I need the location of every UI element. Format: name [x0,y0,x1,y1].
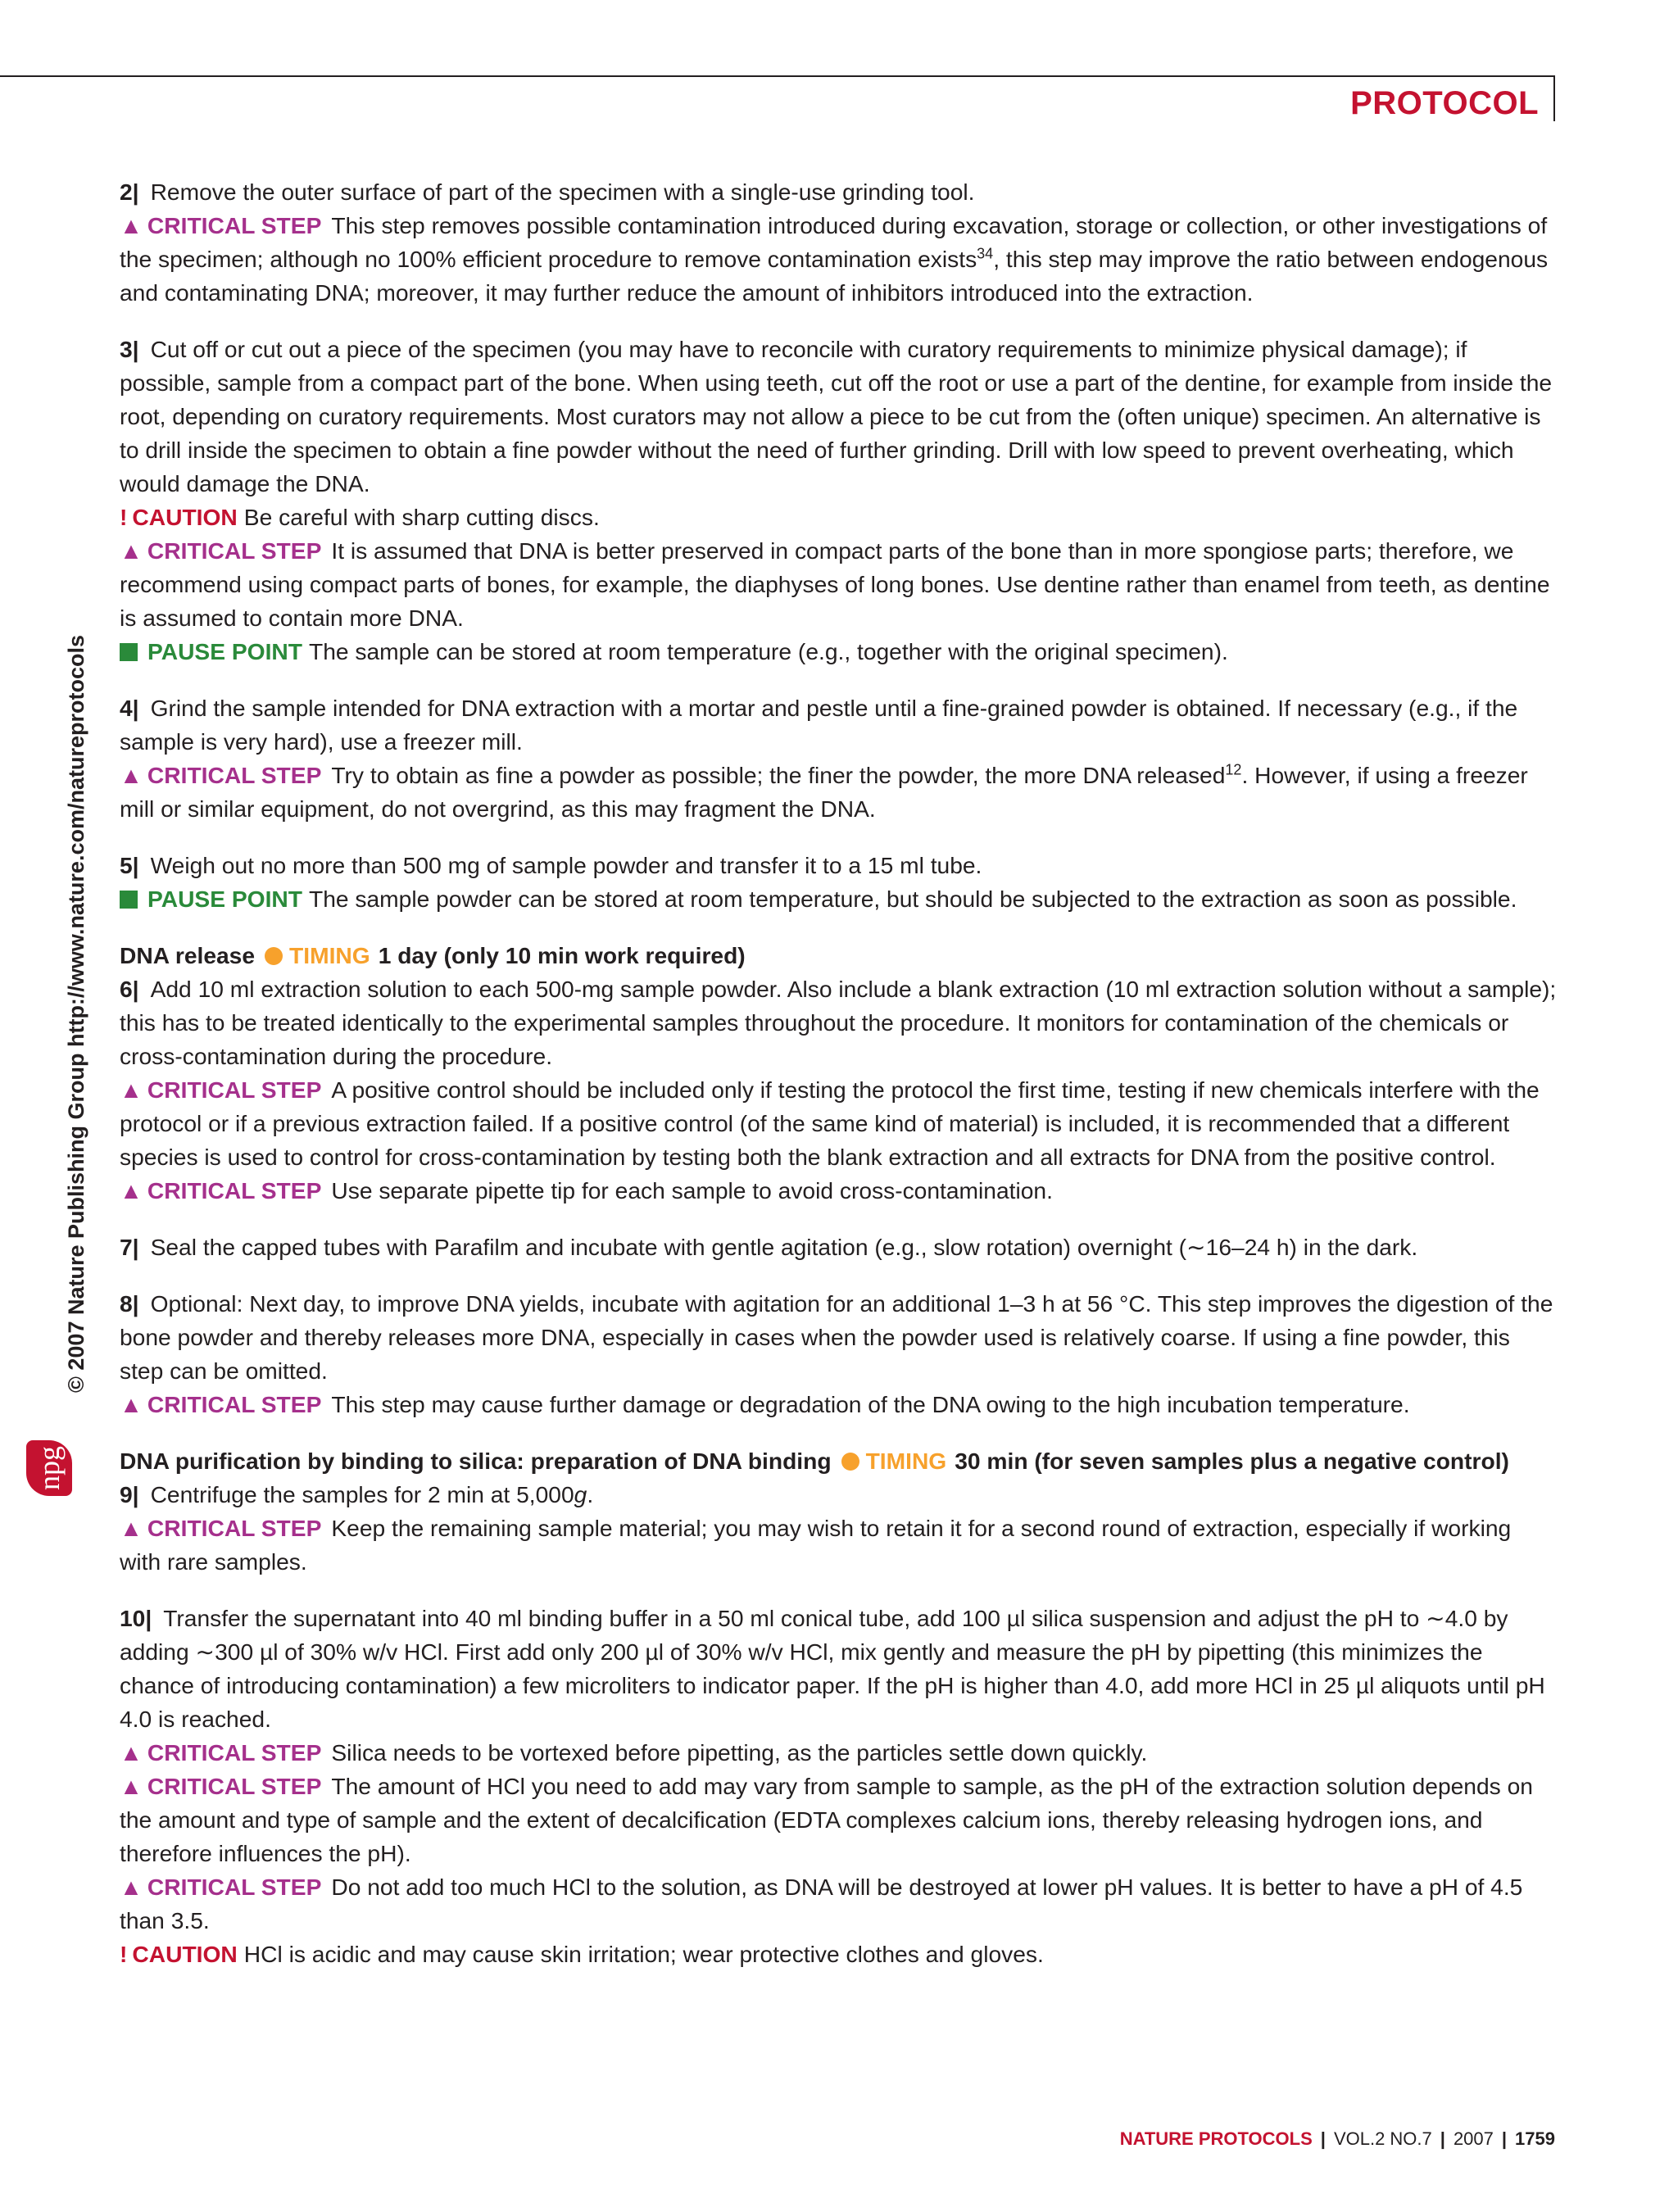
note-text: HCl is acidic and may cause skin irritation; wear protective clothes and gloves. [243,1941,1044,1967]
step-text: Weigh out no more than 500 mg of sample powder and transfer it to a 15 ml tube. [150,852,982,878]
step-text: Seal the capped tubes with Parafilm and incubate with gentle agitation (e.g., slow rotation) overnight (∼16–24 h) in the dark. [150,1234,1418,1260]
note-text: The amount of HCl you need to add may vary from sample to sample, as the pH of the extraction solution depends on the amount and type of sample and the extent of decalcification (EDTA complexes calcium ions, thereby releasing hydrogen ions, and therefore influences the pH). [120,1773,1533,1866]
step-number: 2| [120,179,139,205]
critical-step-note [120,1388,1557,1421]
note-text: The sample can be stored at room temperature (e.g., together with the original specimen). [309,638,1228,664]
step-9 [120,1478,1557,1512]
caution-note [120,501,1557,534]
step-text: Centrifuge the samples for 2 min at 5,000 [150,1481,574,1507]
step-number: 9| [120,1481,139,1507]
note-text: Silica needs to be vortexed before pipetting, as the particles settle down quickly. [331,1739,1148,1766]
section-heading-dna-purification [120,1444,1557,1478]
timing-dot-icon [841,1453,859,1471]
step-8 [120,1287,1557,1388]
sidebar-copyright: © 2007 Nature Publishing Group http://www.nature.com/natureprotocols [64,635,88,1393]
pause-point-label: PAUSE POINT [147,638,302,664]
triangle-icon: ▲ [120,1773,143,1799]
triangle-icon: ▲ [120,1515,143,1541]
triangle-icon: ▲ [120,1177,143,1203]
caution-note [120,1938,1557,1971]
note-text: Try to obtain as fine a powder as possible; the finer the powder, the more DNA released [331,762,1226,788]
step-4 [120,691,1557,759]
triangle-icon: ▲ [120,1391,143,1417]
article-body [120,175,1557,1971]
caution-label: CAUTION [132,1941,238,1967]
gravity-unit: g [574,1481,587,1507]
critical-step-label: CRITICAL STEP [147,1391,322,1417]
journal-volume: VOL.2 NO.7 [1333,2128,1432,2149]
exclamation-icon: ! [120,1941,128,1967]
timing-value: 30 min (for seven samples plus a negative control) [955,1448,1509,1474]
step-7 [120,1231,1557,1264]
critical-step-label: CRITICAL STEP [147,762,322,788]
section-title: DNA release [120,942,256,968]
footer-separator: | [1320,2128,1326,2149]
step-number: 7| [120,1234,139,1260]
timing-label: TIMING [865,1448,947,1474]
footer-separator: | [1501,2128,1508,2149]
pause-point-label: PAUSE POINT [147,886,302,912]
square-icon [120,643,138,661]
step-number: 6| [120,976,139,1002]
critical-step-label: CRITICAL STEP [147,1773,322,1799]
step-5 [120,849,1557,882]
timing-label: TIMING [289,942,370,968]
section-title: DNA purification by binding to silica: preparation of DNA binding [120,1448,832,1474]
page-footer [1120,2128,1555,2150]
note-text: It is assumed that DNA is better preserved in compact parts of the bone than in more spongiose parts; therefore, we recommend using compact parts of bones, for example, the diaphyses of long bones. Use dentine rather than enamel from teeth, as dentine is assumed to contain more DNA. [120,537,1550,631]
exclamation-icon: ! [120,504,128,530]
step-text: Remove the outer surface of part of the specimen with a single-use grinding tool. [150,179,975,205]
step-text-tail: . [587,1481,594,1507]
critical-step-note [120,1736,1557,1770]
step-text: Transfer the supernatant into 40 ml binding buffer in a 50 ml conical tube, add 100 µl silica suspension and adjust the pH to ∼4.0 by adding ∼300 µl of 30% w/v HCl. First add only 200 µl of 30% w/v HCl, mix gently and measure the pH by pipetting (this minimizes the chance of introducing contamination) a few microliters to indicator paper. If the pH is higher than 4.0, add more HCl in 25 µl aliquots until pH 4.0 is reached. [120,1605,1545,1732]
pause-point-note [120,882,1557,916]
note-text: A positive control should be included only if testing the protocol the first time, testing if new chemicals interfere with the protocol or if a previous extraction failed. If a positive control (of the same kind of material) is included, it is recommended that a different species is used to control for cross-contamination by testing both the blank extraction and all extracts for DNA from the positive control. [120,1077,1540,1170]
page-number: 1759 [1515,2128,1555,2149]
triangle-icon: ▲ [120,537,143,564]
step-number: 10| [120,1605,152,1631]
critical-step-label: CRITICAL STEP [147,1739,322,1766]
critical-step-note [120,209,1557,310]
note-text: This step removes possible contamination introduced during excavation, storage or collection, or other investigations of the specimen; although no 100% efficient procedure to remove contamination exists [120,212,1548,272]
triangle-icon: ▲ [120,1874,143,1900]
triangle-icon: ▲ [120,1077,143,1103]
note-text: Do not add too much HCl to the solution, as DNA will be destroyed at lower pH values. It is better to have a pH of 4.5 than 3.5. [120,1874,1523,1933]
step-number: 5| [120,852,139,878]
note-text: The sample powder can be stored at room temperature, but should be subjected to the extraction as soon as possible. [309,886,1517,912]
note-text-tail: . However, if using a freezer mill or similar equipment, do not overgrind, as this may fragment the DNA. [120,762,1528,822]
timing-dot-icon [265,947,283,965]
critical-step-note [120,1174,1557,1208]
critical-step-label: CRITICAL STEP [147,1515,322,1541]
step-3 [120,333,1557,501]
critical-step-note [120,1073,1557,1174]
top-rule-tick [1553,75,1555,121]
triangle-icon: ▲ [120,212,143,238]
critical-step-note [120,534,1557,635]
note-text: Use separate pipette tip for each sample to avoid cross-contamination. [331,1177,1053,1203]
note-text-tail: , this step may improve the ratio between endogenous and contaminating DNA; moreover, it may further reduce the amount of inhibitors introduced into the extraction. [120,246,1549,306]
timing-value: 1 day (only 10 min work required) [378,942,746,968]
journal-year: 2007 [1453,2128,1494,2149]
journal-name: NATURE PROTOCOLS [1119,2128,1313,2149]
top-rule [0,75,1555,77]
header-label: PROTOCOL [1350,85,1539,121]
section-heading-dna-release [120,939,1557,972]
step-number: 4| [120,695,139,721]
note-text: Keep the remaining sample material; you may wish to retain it for a second round of extraction, especially if working with rare samples. [120,1515,1512,1575]
reference-superscript: 12 [1225,761,1242,778]
triangle-icon: ▲ [120,762,143,788]
critical-step-note [120,1512,1557,1579]
critical-step-note [120,759,1557,826]
critical-step-label: CRITICAL STEP [147,537,322,564]
critical-step-note [120,1870,1557,1938]
footer-separator: | [1440,2128,1445,2149]
reference-superscript: 34 [977,245,994,262]
step-text: Add 10 ml extraction solution to each 500-mg sample powder. Also include a blank extraction (10 ml extraction solution without a sample); this has to be treated identically to the experimental samples throughout the procedure. It monitors for contamination of the chemicals or cross-contamination during the procedure. [120,976,1557,1069]
step-6 [120,972,1557,1073]
step-text: Cut off or cut out a piece of the specimen (you may have to reconcile with curatory requirements to minimize physical damage); if possible, sample from a compact part of the bone. When using teeth, cut off the root or use a part of the dentine, for example from inside the root, depending on curatory requirements. Most curators may not allow a piece to be cut from the (often unique) specimen. An alternative is to drill inside the specimen to obtain a fine powder without the need of further grinding. Drill with low speed to prevent overheating, which would damage the DNA. [120,336,1553,496]
step-text: Grind the sample intended for DNA extraction with a mortar and pestle until a fine-grained powder is obtained. If necessary (e.g., if the sample is very hard), use a freezer mill. [120,695,1518,755]
pause-point-note [120,635,1557,669]
critical-step-label: CRITICAL STEP [147,1874,322,1900]
note-text: This step may cause further damage or degradation of the DNA owing to the high incubation temperature. [331,1391,1410,1417]
step-number: 8| [120,1290,139,1317]
critical-step-label: CRITICAL STEP [147,212,322,238]
npg-logo-text: npg [33,1446,66,1490]
critical-step-note [120,1770,1557,1870]
critical-step-label: CRITICAL STEP [147,1177,322,1203]
step-2 [120,175,1557,209]
npg-logo [26,1440,72,1496]
step-number: 3| [120,336,139,362]
caution-label: CAUTION [132,504,238,530]
note-text: Be careful with sharp cutting discs. [243,504,600,530]
square-icon [120,891,138,909]
critical-step-label: CRITICAL STEP [147,1077,322,1103]
triangle-icon: ▲ [120,1739,143,1766]
step-text: Optional: Next day, to improve DNA yields, incubate with agitation for an additional 1–3 h at 56 °C. This step improves the digestion of the bone powder and thereby releases more DNA, especially in cases when the powder used is relatively coarse. If using a fine powder, this step can be omitted. [120,1290,1553,1384]
step-10 [120,1602,1557,1736]
